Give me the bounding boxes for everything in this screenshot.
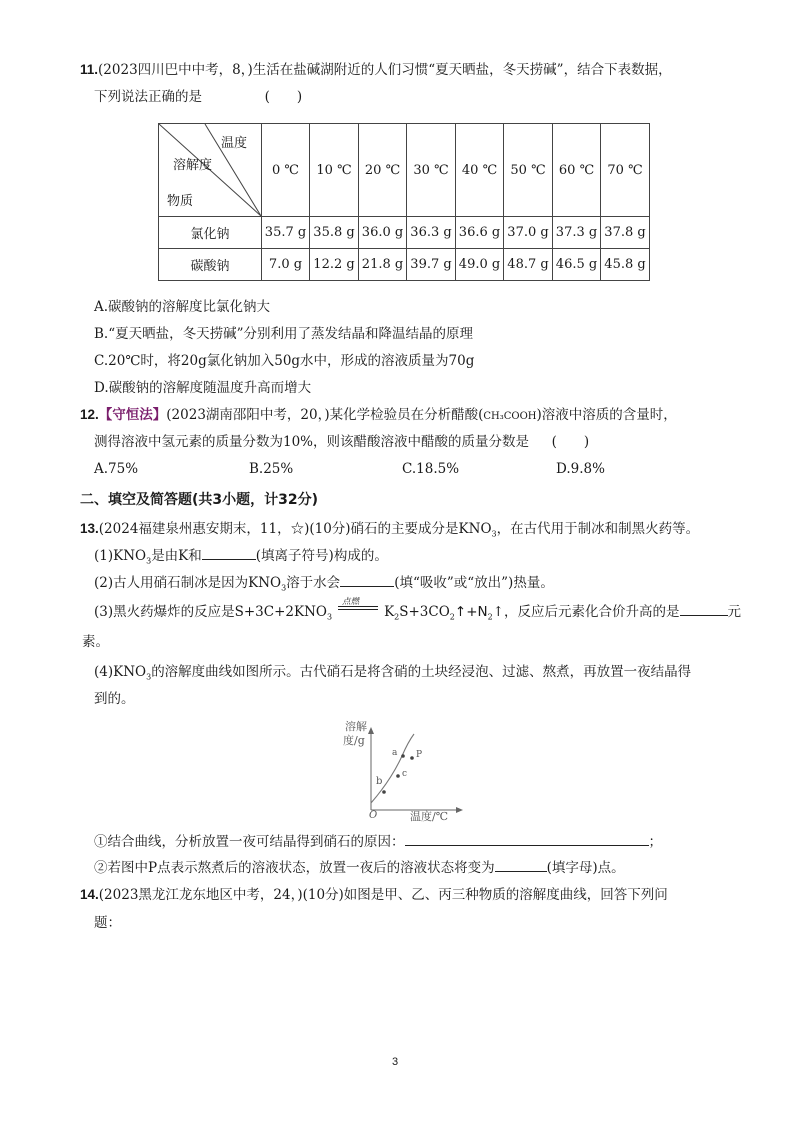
- temp-header: 60 ℃: [553, 124, 601, 217]
- q13-part1: $(1)KNO_3$是由K和 (填离子符号)构成的。: [94, 548, 388, 566]
- answer-blank[interactable]: [680, 602, 728, 616]
- corner-substance-label: 物质: [167, 194, 194, 209]
- corner-temp-label: 温度: [221, 136, 248, 151]
- answer-blank[interactable]: [202, 546, 256, 560]
- answer-blank[interactable]: [340, 573, 394, 587]
- reaction-condition: 点燃: [336, 602, 380, 616]
- x-axis-label: 温度/℃: [410, 810, 449, 823]
- table-cell: 7.0 g: [262, 249, 310, 281]
- table-cell: 35.7 g: [262, 217, 310, 249]
- q14-stem: 14.(2023黑龙江龙东地区中考，24，)(10分)如图是甲、乙、丙三种物质的溶解度曲线，回答下列问: [80, 887, 668, 903]
- q12-option-b: B.25%: [249, 461, 294, 477]
- q13-part2: (2)古人用硝石制冰是因为$KNO_3$溶于水会 (填“吸收”或“放出”)热量。: [94, 575, 554, 593]
- table-cell: 46.5 g: [553, 249, 601, 281]
- solubility-table: [158, 123, 650, 281]
- q11-stem-line1: 11.(2023四川巴中中考，8，)生活在盐碱湖附近的人们习惯“夏天晒盐，冬天捞碱”，结合下表数据，: [80, 62, 672, 78]
- q11-option-c: C.20℃时，将20g氯化钠加入50g水中，形成的溶液质量为70g: [94, 353, 475, 369]
- answer-blank[interactable]: [495, 858, 547, 872]
- temp-header: 10 ℃: [310, 124, 359, 217]
- q12-number: 12.: [80, 407, 99, 422]
- label-c: c: [402, 769, 408, 779]
- q14-number: 14.: [80, 887, 99, 902]
- table-cell: 36.0 g: [359, 217, 407, 249]
- table-cell: 39.7 g: [407, 249, 456, 281]
- q13-part3-line2: 素。: [82, 634, 109, 650]
- q12-option-d: D.9.8%: [556, 461, 605, 477]
- row-substance-name: 碳酸钠: [159, 249, 262, 281]
- q12-answer-paren: ( ): [551, 434, 590, 450]
- table-cell: 45.8 g: [601, 249, 650, 281]
- q11-option-a: A.碳酸钠的溶解度比氯化钠大: [94, 299, 271, 315]
- point-p: [410, 756, 414, 760]
- point-b: [382, 790, 386, 794]
- point-c: [396, 774, 400, 778]
- answer-blank[interactable]: [405, 832, 649, 846]
- q11-option-d: D.碳酸钠的溶解度随温度升高而增大: [94, 380, 312, 396]
- table-row: [159, 249, 650, 281]
- table-cell: 21.8 g: [359, 249, 407, 281]
- corner-solubility-label: 溶解度: [173, 158, 213, 173]
- point-a: [401, 754, 405, 758]
- q11-number: 11.: [80, 62, 99, 77]
- table-cell: 49.0 g: [456, 249, 504, 281]
- table-cell: 48.7 g: [504, 249, 553, 281]
- q13-part3: (3)黑火药爆炸的反应是$S+3C+2KNO_3$ 点燃 $K_2S+3CO_2↑+N_2↑$，反应后元素化合价升高的是 元: [94, 597, 742, 622]
- label-b: b: [376, 776, 383, 787]
- q11-stem-line2: 下列说法正确的是 ( ): [94, 89, 303, 105]
- q13-stem: 13.(2024福建泉州惠安期末，11，☆)(10分)硝石的主要成分是$KNO_3$，在古代用于制冰和制黑火药等。: [80, 521, 700, 539]
- temp-header: 40 ℃: [456, 124, 504, 217]
- table-cell: 36.3 g: [407, 217, 456, 249]
- section-title: 二、填空及简答题(共3小题，计32分): [80, 492, 319, 508]
- q12-option-a: A.75%: [94, 461, 139, 477]
- label-a: a: [392, 748, 398, 758]
- q11-answer-paren: ( ): [264, 89, 303, 105]
- table-cell: 37.3 g: [553, 217, 601, 249]
- q13-sub1: ①结合曲线，分析放置一夜可结晶得到硝石的原因： ；: [94, 834, 662, 850]
- temp-header: 0 ℃: [262, 124, 310, 217]
- table-row: [159, 217, 650, 249]
- temp-header: 70 ℃: [601, 124, 650, 217]
- page-number: 3: [392, 1056, 399, 1068]
- temp-header: 50 ℃: [504, 124, 553, 217]
- q13-number: 13.: [80, 521, 99, 536]
- q12-stem-line2: 测得溶液中氢元素的质量分数为10%，则该醋酸溶液中醋酸的质量分数是 ( ): [94, 434, 590, 450]
- table-cell: 36.6 g: [456, 217, 504, 249]
- row-substance-name: 氯化钠: [159, 217, 262, 249]
- table-corner-cell: [159, 124, 262, 217]
- y-axis-label-top: 溶解: [345, 720, 367, 733]
- q12-option-c: C.18.5%: [402, 461, 460, 477]
- temp-header: 30 ℃: [407, 124, 456, 217]
- table-cell: 35.8 g: [310, 217, 359, 249]
- method-tag: 【守恒法】: [98, 407, 167, 423]
- kno3-curve: [371, 734, 414, 803]
- q11-option-b: B.“夏天晒盐，冬天捞碱”分别利用了蒸发结晶和降温结晶的原理: [94, 326, 474, 342]
- q14-stem-line2: 题：: [94, 915, 121, 931]
- y-axis-label-bottom: 度/g: [343, 734, 365, 747]
- temp-header: 20 ℃: [359, 124, 407, 217]
- q13-part4-line2: 到的。: [94, 691, 135, 707]
- q12-stem-line1: 12.【守恒法】(2023湖南邵阳中考，20，)某化学检验员在分析醋酸(CH₃COOH)溶液中溶质的含量时，: [80, 407, 677, 423]
- solubility-curve-figure: [336, 718, 466, 823]
- acetic-acid-formula: CH₃COOH: [483, 411, 537, 422]
- table-cell: 12.2 g: [310, 249, 359, 281]
- q13-part4: $(4)KNO_3$的溶解度曲线如图所示。古代硝石是将含硝的土块经浸泡、过滤、熬煮，再放置一夜结晶得: [94, 664, 692, 682]
- q13-sub2: ②若图中P点表示熬煮后的溶液状态，放置一夜后的溶液状态将变为 (填字母)点。: [94, 860, 625, 876]
- table-cell: 37.0 g: [504, 217, 553, 249]
- origin-label: O: [369, 810, 378, 821]
- table-cell: 37.8 g: [601, 217, 650, 249]
- label-p: P: [416, 750, 423, 760]
